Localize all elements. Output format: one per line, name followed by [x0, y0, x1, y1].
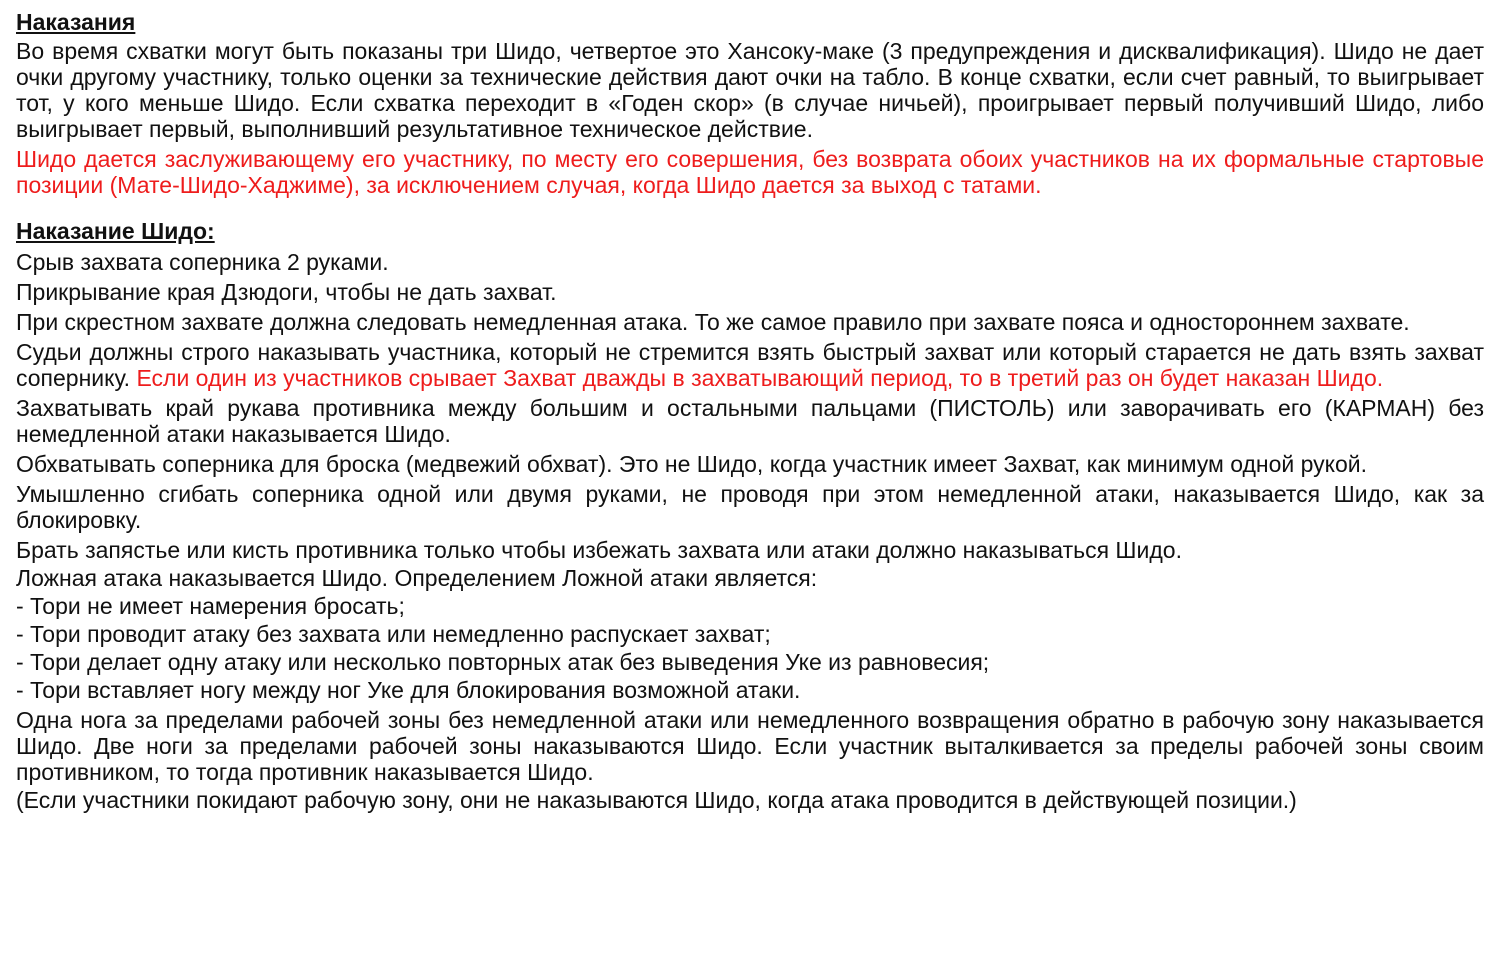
rule-out-of-zone-note: (Если участники покидают рабочую зону, они не наказываются Шидо, когда атака проводится в действующей позиции.): [16, 787, 1297, 813]
false-attack-item: - Тори не имеет намерения бросать;: [16, 593, 405, 619]
rule-out-of-zone: Одна нога за пределами рабочей зоны без немедленной атаки или немедленного возвращения обратно в рабочую зону наказывается Шидо. Две ноги за пределами рабочей зоны наказываются Шидо. Если участник выталкивается за пределы рабочей зоны своим противником, то тогда противник наказывается Шидо.: [16, 707, 1484, 785]
rule-grip-break: Срыв захвата соперника 2 руками.: [16, 249, 389, 275]
rule-wrist-grip: Брать запястье или кисть противника только чтобы избежать захвата или атаки должно наказываться Шидо.: [16, 537, 1182, 563]
section-heading-shido: Наказание Шидо:: [16, 218, 215, 244]
false-attack-item: - Тори проводит атаку без захвата или немедленно распускает захват;: [16, 621, 771, 647]
rule-bend-opponent: Умышленно сгибать соперника одной или двумя руками, не проводя при этом немедленной атаки, наказывается Шидо, как за блокировку.: [16, 481, 1484, 533]
rule-false-attack: Ложная атака наказывается Шидо. Определением Ложной атаки является:: [16, 565, 818, 591]
shido-rules-list: [16, 249, 1484, 813]
rule-avoid-grip-text: Судьи должны строго наказывать участника, который не стремится взять быстрый захват или который старается не дать взять захват сопернику.: [16, 339, 1484, 391]
rule-pistol-grip: Захватывать край рукава противника между большим и остальными пальцами (ПИСТОЛЬ) или заворачивать его (КАРМАН) без немедленной атаки наказывается Шидо.: [16, 395, 1484, 447]
rule-cover-lapel: Прикрывание края Дзюдоги, чтобы не дать захват.: [16, 279, 557, 305]
rule-cross-grip: При скрестном захвате должна следовать немедленная атака. То же самое правило при захвате пояса и одностороннем захвате.: [16, 309, 1410, 335]
penalties-intro-paragraph: Во время схватки могут быть показаны три Шидо, четвертое это Хансоку-маке (3 предупреждения и дисквалификация). Шидо не дает очки другому участнику, только оценки за технические действия дают очки на табло. В конце схватки, если счет равный, то выигрывает тот, у кого меньше Шидо. Если схватка переходит в «Годен скор» (в случае ничьей), проигрывает первый получивший Шидо, либо выигрывает первый, выполнивший результативное техническое действие.: [16, 38, 1484, 142]
penalties-highlight-paragraph: Шидо дается заслуживающему его участнику, по месту его совершения, без возврата обоих участников на их формальные стартовые позиции (Мате-Шидо-Хаджиме), за исключением случая, когда Шидо дается за выход с татами.: [16, 146, 1484, 198]
rule-avoid-grip: [16, 339, 1484, 391]
false-attack-item: - Тори делает одну атаку или несколько повторных атак без выведения Уке из равновесия;: [16, 649, 990, 675]
rule-bear-hug: Обхватывать соперника для броска (медвежий обхват). Это не Шидо, когда участник имеет Захват, как минимум одной рукой.: [16, 451, 1368, 477]
section-heading-penalties: Наказания: [16, 9, 136, 35]
rule-avoid-grip-highlight: Если один из участников срывает Захват дважды в захватывающий период, то в третий раз он будет наказан Шидо.: [136, 365, 1384, 391]
false-attack-item: - Тори вставляет ногу между ног Уке для блокирования возможной атаки.: [16, 677, 801, 703]
